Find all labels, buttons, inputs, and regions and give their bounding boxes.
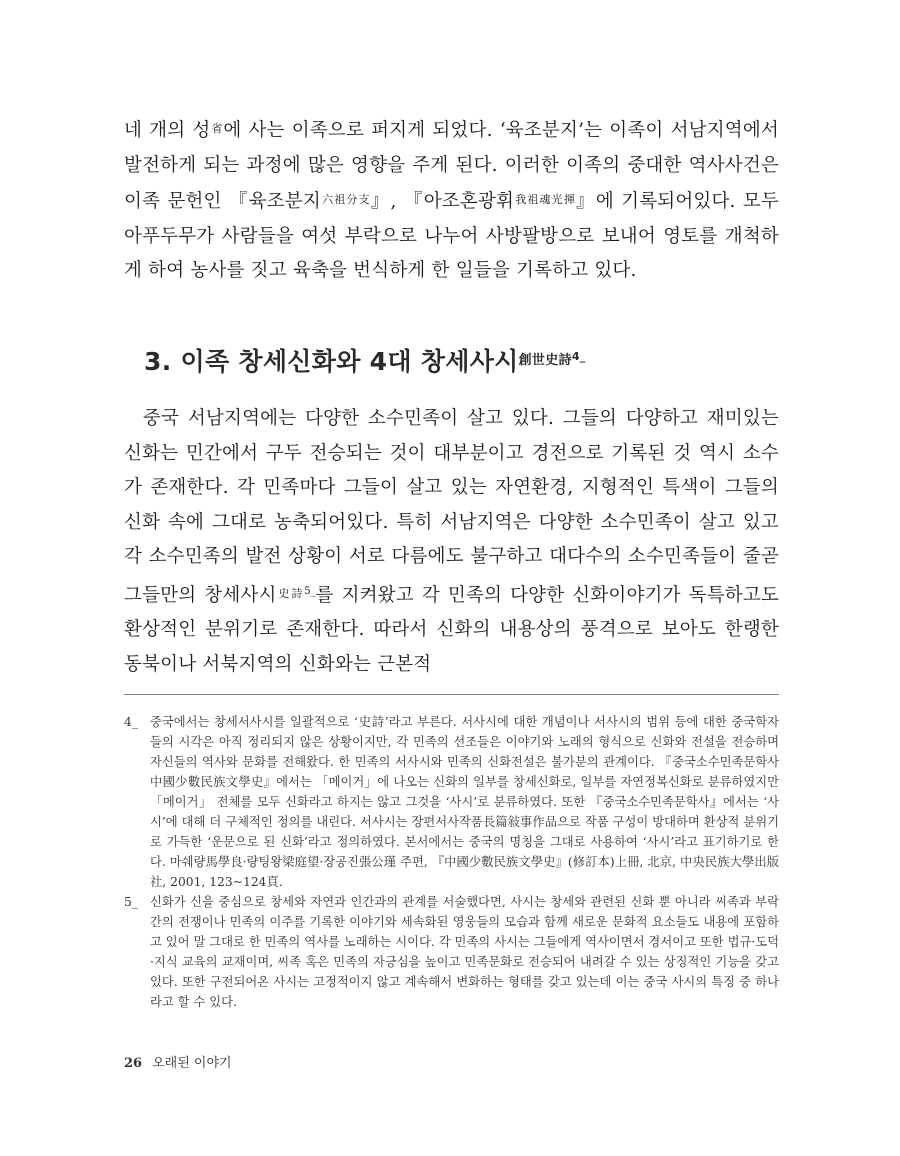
intro-text-4: 』에 기록되어있다. 모두 아푸두무가 사람들을 여섯 부락으로 나누어 사방팔방으로 보내어 영토를 개척하게 하여 농사를 짓고 육축을 번식하게 한 일들을 기록하고 있다. bbox=[124, 191, 779, 281]
footnote-text: 중국에서는 창세서사시를 일괄적으로 ‘史詩’라고 부른다. 서사시에 대한 개념이나 서사시의 범위 등에 대한 중국학자들의 시각은 아직 정리되지 않은 상황이지만, 각 민족의 선조들은 이야기와 노래의 형식으로 신화와 전설을 전승하며 자신들의 역사와 문화를 전해왔다. 한 민족의 서사시와 민족의 신화전설은 불가분의 관계이다. 『중국소수민족문학사中國少數民族文學史』에서는 「메이거」에 나오는 신화의 일부를 창세신화로, 일부를 자연정복신화로 분류하였지만 「메이거」 전체를 모두 신화라고 하지는 않고 그것을 ‘사시’로 분류하였다. 또한 『중국소수민족문학사』에서는 ‘사시’에 대해 더 구체적인 정의를 내린다. 서사시는 장편서사작품長篇敍事作品으로 작품 구성이 방대하며 환상적 분위기로 가득한 ‘운문으로 된 신화’라고 정의하였다. 본서에서는 중국의 명칭을 그대로 사용하여 ‘사시’라고 표기하기로 한다. 마쉐량馬學良·량팅왕梁庭望·장공진張公瑾 주편, 『中國少數民族文學史』(修訂本)上冊, 北京, 中央民族大學出版社, 2001, 123~124頁. bbox=[150, 715, 779, 889]
hanja-book-2: 我祖魂光揮 bbox=[514, 193, 576, 206]
section-title: 3. 이족 창세신화와 4대 창세사시 bbox=[144, 347, 519, 376]
section-heading bbox=[144, 342, 586, 378]
footnote-ref-5[interactable]: 5_ bbox=[304, 585, 316, 597]
body-paragraph bbox=[124, 402, 779, 682]
intro-text-1: 네 개의 성 bbox=[124, 120, 211, 141]
section-hanja: 創世史詩 bbox=[518, 353, 572, 368]
hanja-sheng: 省 bbox=[210, 122, 224, 135]
footnote-number: 4_ bbox=[124, 715, 138, 729]
footnote-number: 5_ bbox=[124, 895, 138, 909]
footnote-ref-4[interactable]: 4_ bbox=[571, 350, 586, 363]
footnote-5 bbox=[124, 892, 779, 1012]
intro-paragraph bbox=[124, 112, 779, 289]
body-text-1: 중국 서남지역에는 다양한 소수민족이 살고 있다. 그들의 다양하고 재미있는 신화는 민간에서 구두 전승되는 것이 대부분이고 경전으로 기록된 것 역시 소수가 존재한다. 각 민족마다 그들이 살고 있는 자연환경, 지형적인 특색이 그들의 신화 속에 그대로 농축되어있다. 특히 서남지역은 다양한 소수민족이 살고 있고 각 소수민족의 발전 상황이 서로 다름에도 불구하고 대다수의 소수민족들이 줄곧 그들만의 창세사시 bbox=[124, 408, 779, 606]
footnote-divider bbox=[124, 694, 779, 695]
footnote-text: 신화가 신을 중심으로 창세와 자연과 인간과의 관계를 서술했다면, 사시는 창세와 관련된 신화 뿐 아니라 씨족과 부락간의 전쟁이나 민족의 이주를 기록한 이야기와 세속화된 영웅들의 모습과 함께 새로운 문화적 요소들도 내용에 포함하고 있어 말 그대로 한 민족의 역사를 노래하는 시이다. 각 민족의 사시는 그들에게 역사이면서 경서이고 또한 법규·도덕·지식 교육의 교재이며, 씨족 혹은 민족의 자긍심을 높이고 민족문화로 전승되어 내려갈 수 있는 상징적인 기능을 갖고 있다. 또한 구전되어온 사시는 고정적이지 않고 계속해서 변화하는 형태를 갖고 있는데 이는 중국 사시의 특징 중 하나라고 할 수 있다. bbox=[150, 895, 779, 1009]
footnote-list bbox=[124, 712, 779, 1012]
page-footer bbox=[124, 1052, 232, 1071]
footnote-4 bbox=[124, 712, 779, 892]
running-title: 오래된 이야기 bbox=[152, 1056, 232, 1071]
hanja-book-1: 六祖分支 bbox=[320, 193, 371, 206]
intro-text-3: 』, 『아조혼광휘 bbox=[370, 191, 515, 212]
body-text-2: 를 지켜왔고 각 민족의 다양한 신화이야기가 독특하고도 환상적인 분위기로 존재한다. 따라서 신화의 내용상의 풍격으로 보아도 한랭한 동북이나 서북지역의 신화와는 근본적 bbox=[124, 584, 780, 675]
intro-text-2: 에 사는 이족으로 퍼지게 되었다. ‘육조분지’는 이족이 서남지역에서 발전하게 되는 과정에 많은 영향을 주게 된다. 이러한 이족의 중대한 역사사건은 이족 문헌인 『육조분지 bbox=[124, 120, 779, 212]
page-number: 26 bbox=[124, 1056, 143, 1071]
body-hanja: 史詩 bbox=[276, 586, 305, 600]
